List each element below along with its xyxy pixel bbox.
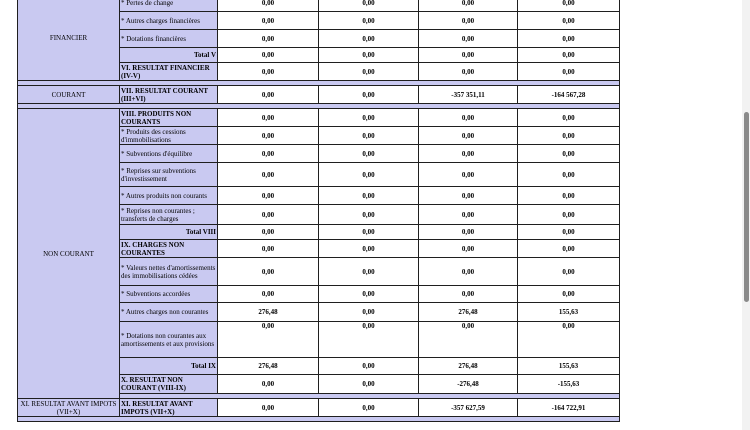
- cell-value: 0,00: [319, 127, 419, 145]
- cell-value: 0,00: [518, 30, 620, 48]
- row-label: * Autres produits non courants: [120, 187, 218, 205]
- cell-value: 0,00: [218, 375, 319, 394]
- cell-value: 0,00: [518, 127, 620, 145]
- section-label-financier: FINANCIER: [18, 0, 120, 81]
- row-label: X. RESULTAT NON COURANT (VIII-IX): [120, 375, 218, 394]
- cell-value: 0,00: [218, 127, 319, 145]
- table-row: [18, 109, 620, 127]
- cell-value: -164 567,28: [518, 86, 620, 104]
- cell-value: 0,00: [319, 358, 419, 375]
- row-label: * Dotations financières: [120, 30, 218, 48]
- cell-value: 0,00: [319, 225, 419, 240]
- cell-value: 0,00: [518, 0, 620, 12]
- cell-value: 0,00: [319, 63, 419, 81]
- table-row: [18, 86, 620, 104]
- cell-value: 276,48: [419, 303, 518, 322]
- table-row: [18, 0, 620, 12]
- row-label: * Reprises non courantes ; transferts de charges: [120, 205, 218, 225]
- cell-value: 0,00: [518, 286, 620, 303]
- cell-value: 0,00: [319, 163, 419, 187]
- section-label-non-courant: NON COURANT: [18, 109, 120, 399]
- cell-value: 0,00: [319, 30, 419, 48]
- cell-value: 0,00: [319, 109, 419, 127]
- section-label-resultat-avant-impots: XI. RESULTAT AVANT IMPOTS (VII+X): [18, 399, 120, 417]
- cell-value: 276,48: [218, 303, 319, 322]
- cell-value: 0,00: [419, 258, 518, 286]
- cell-value: 0,00: [518, 145, 620, 163]
- income-statement-table: [17, 0, 620, 422]
- cell-value: 0,00: [319, 86, 419, 104]
- cell-value: 0,00: [419, 187, 518, 205]
- cell-value: 276,48: [419, 358, 518, 375]
- cell-value: 0,00: [419, 48, 518, 63]
- cell-value: 0,00: [518, 187, 620, 205]
- cell-value: 0,00: [319, 258, 419, 286]
- cell-value: 0,00: [218, 240, 319, 258]
- cell-value: 0,00: [218, 163, 319, 187]
- cell-value: 0,00: [218, 258, 319, 286]
- cell-value: -164 722,91: [518, 399, 620, 417]
- cell-value: 0,00: [419, 30, 518, 48]
- cell-value: 0,00: [518, 12, 620, 30]
- section-label-courant: COURANT: [18, 86, 120, 104]
- cell-value: 0,00: [419, 63, 518, 81]
- scrollbar-thumb[interactable]: [744, 112, 749, 302]
- cell-value: 0,00: [218, 322, 319, 358]
- cell-value: 0,00: [419, 127, 518, 145]
- cell-value: 0,00: [518, 63, 620, 81]
- cell-value: 0,00: [419, 12, 518, 30]
- cell-value: -357 627,59: [419, 399, 518, 417]
- cell-value: 0,00: [319, 322, 419, 358]
- cell-value: 0,00: [419, 240, 518, 258]
- row-label: * Reprises sur subventions d'investissement: [120, 163, 218, 187]
- cell-value: 0,00: [218, 86, 319, 104]
- cell-value: 0,00: [218, 187, 319, 205]
- cell-value: 0,00: [419, 205, 518, 225]
- cell-value: 0,00: [319, 375, 419, 394]
- cell-value: 0,00: [218, 225, 319, 240]
- cell-value: 0,00: [419, 109, 518, 127]
- cell-value: 0,00: [218, 48, 319, 63]
- cell-value: 0,00: [319, 303, 419, 322]
- cell-value: 0,00: [319, 205, 419, 225]
- cell-value: 0,00: [419, 322, 518, 358]
- cell-value: 0,00: [518, 240, 620, 258]
- cell-value: -276,48: [419, 375, 518, 394]
- row-label: * Subventions d'équilibre: [120, 145, 218, 163]
- row-label: * Autres charges non courantes: [120, 303, 218, 322]
- cell-value: -357 351,11: [419, 86, 518, 104]
- row-label-total: Total IX: [120, 358, 218, 375]
- cell-value: 0,00: [518, 258, 620, 286]
- cell-value: 276,48: [218, 358, 319, 375]
- cell-value: 0,00: [218, 30, 319, 48]
- cell-value: 0,00: [319, 399, 419, 417]
- row-label: * Pertes de change: [120, 0, 218, 12]
- cell-value: 0,00: [419, 286, 518, 303]
- cell-value: 0,00: [518, 322, 620, 358]
- cell-value: 0,00: [518, 225, 620, 240]
- cell-value: 0,00: [218, 109, 319, 127]
- row-label: * Dotations non courantes aux amortissements et aux provisions: [120, 322, 218, 358]
- row-label: VIII. PRODUITS NON COURANTS: [120, 109, 218, 127]
- cell-value: 0,00: [218, 12, 319, 30]
- cell-value: 0,00: [319, 145, 419, 163]
- vertical-scrollbar[interactable]: [742, 0, 750, 430]
- row-label: IX. CHARGES NON COURANTES: [120, 240, 218, 258]
- row-label: XI. RESULTAT AVANT IMPOTS (VII+X): [120, 399, 218, 417]
- cell-value: 0,00: [518, 205, 620, 225]
- cell-value: 0,00: [319, 12, 419, 30]
- cell-value: 0,00: [218, 205, 319, 225]
- row-label-total: Total V: [120, 48, 218, 63]
- cell-value: 0,00: [319, 187, 419, 205]
- cell-value: 0,00: [218, 63, 319, 81]
- row-label: * Valeurs nettes d'amortissements des immobilisations cédées: [120, 258, 218, 286]
- cell-value: 0,00: [419, 225, 518, 240]
- row-label: VI. RESULTAT FINANCIER (IV-V): [120, 63, 218, 81]
- row-label-total: Total VIII: [120, 225, 218, 240]
- cell-value: 0,00: [218, 0, 319, 12]
- row-label: * Autres charges financières: [120, 12, 218, 30]
- section-separator: [18, 417, 620, 422]
- cell-value: 0,00: [218, 399, 319, 417]
- cell-value: 0,00: [218, 286, 319, 303]
- row-label: VII. RESULTAT COURANT (III+VI): [120, 86, 218, 104]
- cell-value: 0,00: [319, 0, 419, 12]
- row-label: * Produits des cessions d'immobilisations: [120, 127, 218, 145]
- cell-value: 0,00: [218, 145, 319, 163]
- cell-value: 155,63: [518, 303, 620, 322]
- cell-value: 0,00: [319, 286, 419, 303]
- cell-value: 0,00: [419, 145, 518, 163]
- cell-value: 0,00: [518, 163, 620, 187]
- table-row: [18, 399, 620, 417]
- cell-value: 0,00: [319, 240, 419, 258]
- cell-value: -155,63: [518, 375, 620, 394]
- row-label: * Subventions accordées: [120, 286, 218, 303]
- cell-value: 0,00: [518, 109, 620, 127]
- cell-value: 155,63: [518, 358, 620, 375]
- cell-value: 0,00: [518, 48, 620, 63]
- cell-value: 0,00: [419, 163, 518, 187]
- cell-value: 0,00: [419, 0, 518, 12]
- cell-value: 0,00: [319, 48, 419, 63]
